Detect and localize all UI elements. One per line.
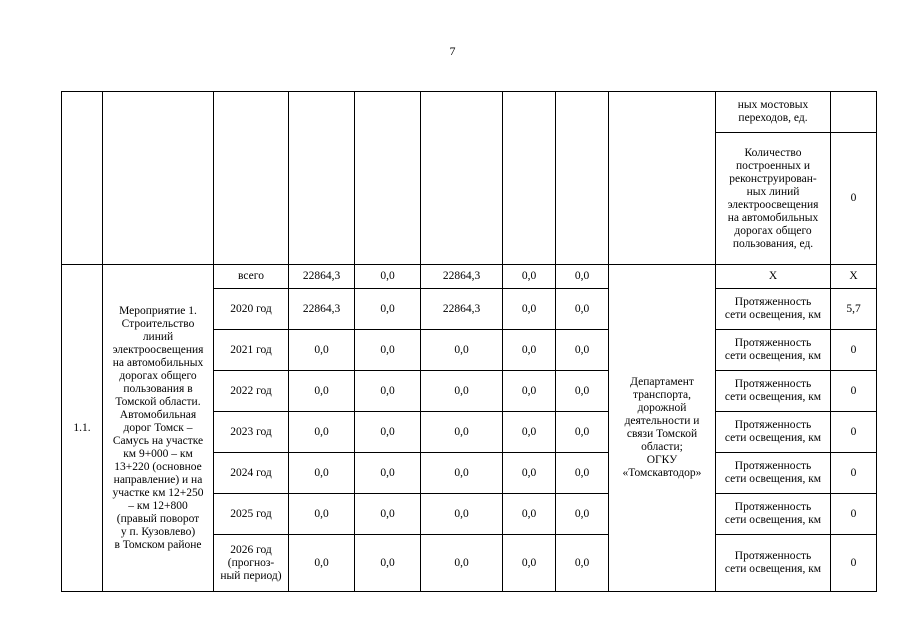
empty-cell (609, 92, 716, 265)
indicator-cell: Протяженность сети освещения, км (716, 330, 831, 371)
value-cell: 0,0 (556, 453, 609, 494)
value-cell: 0,0 (421, 330, 503, 371)
value-cell: 0,0 (355, 535, 421, 592)
value-cell: 0,0 (503, 412, 556, 453)
value-cell: 0,0 (421, 494, 503, 535)
indicator-cell: Протяженность сети освещения, км (716, 289, 831, 330)
indicator-cell: Протяженность сети освещения, км (716, 371, 831, 412)
value-cell: 0,0 (289, 494, 355, 535)
value-cell: 0,0 (289, 371, 355, 412)
value-cell: 0,0 (503, 453, 556, 494)
value-cell: 0,0 (355, 412, 421, 453)
value-cell: 0,0 (556, 535, 609, 592)
value-cell: 0,0 (503, 494, 556, 535)
value-cell: 0,0 (556, 412, 609, 453)
value-cell: 0,0 (289, 535, 355, 592)
value-cell: 0,0 (289, 453, 355, 494)
indicator-value-cell: 0 (831, 535, 877, 592)
empty-cell (103, 92, 214, 265)
indicator-cell: Протяженность сети освещения, км (716, 453, 831, 494)
period-cell: 2026 год (прогноз- ный период) (214, 535, 289, 592)
executor-cell: Департамент транспорта, дорожной деятельности и связи Томской области; ОГКУ «Томскавтодор» (609, 265, 716, 592)
indicator-value-cell: Х (831, 265, 877, 289)
value-cell: 0,0 (556, 330, 609, 371)
empty-cell (289, 92, 355, 265)
value-cell: 0,0 (355, 330, 421, 371)
period-cell: всего (214, 265, 289, 289)
period-cell: 2023 год (214, 412, 289, 453)
period-cell: 2025 год (214, 494, 289, 535)
value-cell: 22864,3 (421, 265, 503, 289)
value-cell: 0,0 (556, 265, 609, 289)
value-cell: 0,0 (421, 371, 503, 412)
empty-cell (503, 92, 556, 265)
value-cell: 0,0 (421, 535, 503, 592)
empty-cell (421, 92, 503, 265)
period-cell: 2020 год (214, 289, 289, 330)
table-row (62, 265, 877, 289)
indicator-value-cell: 5,7 (831, 289, 877, 330)
empty-cell (62, 92, 103, 265)
value-cell: 0,0 (355, 371, 421, 412)
period-cell: 2021 год (214, 330, 289, 371)
value-cell: 22864,3 (289, 289, 355, 330)
indicator-value-cell: 0 (831, 371, 877, 412)
indicator-cell: Протяженность сети освещения, км (716, 412, 831, 453)
value-cell: 0,0 (556, 289, 609, 330)
value-cell: 0,0 (503, 535, 556, 592)
page-number: 7 (449, 44, 456, 58)
indicator-cell: ных мостовых переходов, ед. (716, 92, 831, 133)
measure-title: Мероприятие 1. Строительство линий электроосвещения на автомобильных дорогах общего пользования в Томской области. Автомобильная дорог Томск – Самусь на участке км 9+000 – км 13+220 (основное направление) и на участке км 12+250 – км 12+800 (правый поворот у п. Кузовлево) в Томском районе (103, 265, 214, 592)
value-cell: 0,0 (289, 330, 355, 371)
indicator-value-cell: 0 (831, 412, 877, 453)
indicator-value-cell: 0 (831, 494, 877, 535)
empty-cell (214, 92, 289, 265)
empty-cell (556, 92, 609, 265)
indicator-cell: Количество построенных и реконструирован- ных линий электроосвещения на автомобильных дорогах общего пользования, ед. (716, 133, 831, 265)
continuation-row (62, 92, 877, 133)
indicator-value-cell: 0 (831, 453, 877, 494)
program-table (61, 91, 877, 592)
value-cell: 0,0 (355, 289, 421, 330)
value-cell: 0,0 (355, 265, 421, 289)
value-cell: 0,0 (421, 453, 503, 494)
period-cell: 2022 год (214, 371, 289, 412)
value-cell: 22864,3 (289, 265, 355, 289)
measure-number: 1.1. (62, 265, 103, 592)
empty-cell (831, 92, 877, 133)
value-cell: 0,0 (503, 330, 556, 371)
indicator-cell: Протяженность сети освещения, км (716, 535, 831, 592)
value-cell: 0,0 (503, 265, 556, 289)
empty-cell (355, 92, 421, 265)
value-cell: 0,0 (289, 412, 355, 453)
value-cell: 0,0 (421, 412, 503, 453)
value-cell: 0,0 (355, 453, 421, 494)
indicator-cell: Х (716, 265, 831, 289)
value-cell: 0,0 (556, 371, 609, 412)
period-cell: 2024 год (214, 453, 289, 494)
indicator-value-cell: 0 (831, 330, 877, 371)
value-cell: 0,0 (355, 494, 421, 535)
value-cell: 22864,3 (421, 289, 503, 330)
indicator-cell: Протяженность сети освещения, км (716, 494, 831, 535)
indicator-value-cell: 0 (831, 133, 877, 265)
value-cell: 0,0 (503, 371, 556, 412)
value-cell: 0,0 (556, 494, 609, 535)
value-cell: 0,0 (503, 289, 556, 330)
